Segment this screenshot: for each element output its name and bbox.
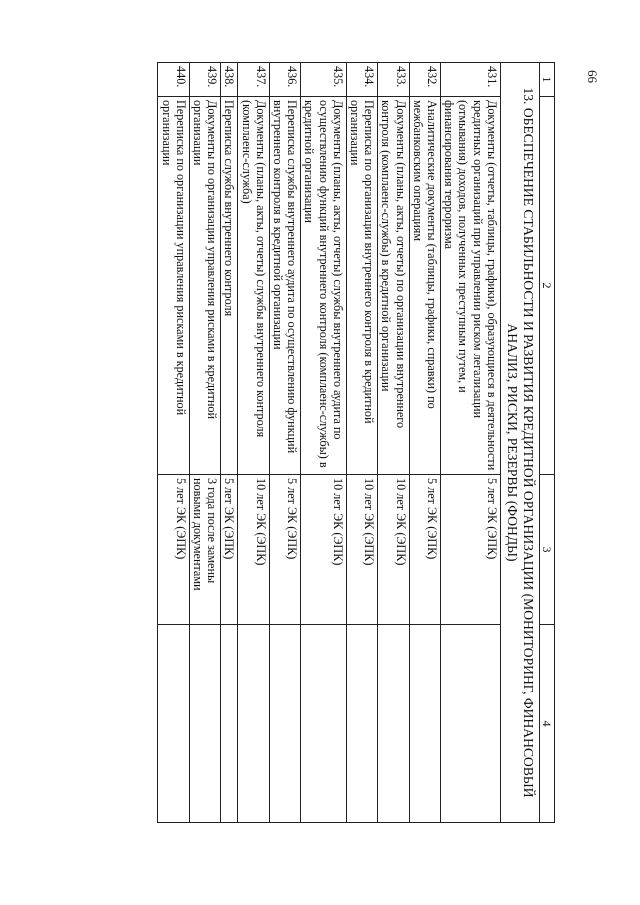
document-type: Документы (планы, акты, отчеты) службы внутреннего аудита по осуществлению функций внутреннего контроля (комплаенс-службы) в кредитной организации xyxy=(301,97,347,475)
rotated-table-container xyxy=(95,62,555,822)
note xyxy=(378,625,409,823)
retention-period: 5 лет ЭК (ЭПК) xyxy=(409,475,440,625)
document-type: Документы (отчеты, таблицы, графики), образующиеся в деятельности кредитных организаций при управлении риском легализации (отмывания) доходов, полученных преступным путем, и финансирования терроризма xyxy=(440,97,500,475)
document-type: Документы (планы, акты, отчеты) по организации внутреннего контроля (комплаенс-службы) в кредитной организации xyxy=(378,97,409,475)
retention-period: 10 лет ЭК (ЭПК) xyxy=(301,475,347,625)
document-type: Документы по организации управления рисками в кредитной организации xyxy=(189,97,220,475)
row-number: 433. xyxy=(378,63,409,97)
note xyxy=(346,625,377,823)
header-col-4: 4 xyxy=(539,625,554,823)
table-row xyxy=(158,63,189,823)
document-type: Переписка по организации управления рисками в кредитной организации xyxy=(158,97,189,475)
retention-period: 5 лет ЭК (ЭПК) xyxy=(158,475,189,625)
note xyxy=(221,625,238,823)
note xyxy=(440,625,500,823)
section-row xyxy=(500,63,539,823)
note xyxy=(269,625,300,823)
row-number: 438. xyxy=(221,63,238,97)
row-number: 432. xyxy=(409,63,440,97)
note xyxy=(158,625,189,823)
retention-period: 10 лет ЭК (ЭПК) xyxy=(378,475,409,625)
row-number: 431. xyxy=(440,63,500,97)
document-type: Переписка службы внутреннего аудита по осуществлению функций внутреннего контроля в кредитной организации xyxy=(269,97,300,475)
table-row xyxy=(221,63,238,823)
note xyxy=(189,625,220,823)
table-row xyxy=(440,63,500,823)
section-title: 13. ОБЕСПЕЧЕНИЕ СТАБИЛЬНОСТИ И РАЗВИТИЯ КРЕДИТНОЙ ОРГАНИЗАЦИИ (МОНИТОРИНГ, ФИНАНСОВЫЙ АНАЛИЗ, РИСКИ, РЕЗЕРВЫ (ФОНДЫ) xyxy=(500,63,539,823)
document-type: Аналитические документы (таблицы, графики, справки) по межбанковским операциям xyxy=(409,97,440,475)
table-row xyxy=(409,63,440,823)
row-number: 439. xyxy=(189,63,220,97)
table-row xyxy=(346,63,377,823)
note xyxy=(238,625,269,823)
retention-table xyxy=(157,62,555,823)
retention-period: 5 лет ЭК (ЭПК) xyxy=(269,475,300,625)
header-col-3: 3 xyxy=(539,475,554,625)
retention-period: 5 лет ЭК (ЭПК) xyxy=(221,475,238,625)
document-type: Документы (планы, акты, отчеты) службы внутреннего контроля (комплаенс-служба) xyxy=(238,97,269,475)
header-row xyxy=(539,63,554,823)
table-row xyxy=(378,63,409,823)
table-row xyxy=(301,63,347,823)
note xyxy=(301,625,347,823)
document-type: Переписка службы внутреннего контроля xyxy=(221,97,238,475)
row-number: 437. xyxy=(238,63,269,97)
row-number: 434. xyxy=(346,63,377,97)
table-row xyxy=(238,63,269,823)
page-number: 66 xyxy=(585,70,600,83)
table-row xyxy=(189,63,220,823)
header-col-1: 1 xyxy=(539,63,554,97)
retention-period: 3 года после замены новыми документами xyxy=(189,475,220,625)
header-col-2: 2 xyxy=(539,97,554,475)
note xyxy=(409,625,440,823)
retention-period: 10 лет ЭК (ЭПК) xyxy=(238,475,269,625)
document-type: Переписка по организации внутреннего контроля в кредитной организации xyxy=(346,97,377,475)
table-row xyxy=(269,63,300,823)
retention-period: 10 лет ЭК (ЭПК) xyxy=(346,475,377,625)
row-number: 435. xyxy=(301,63,347,97)
retention-period: 5 лет ЭК (ЭПК) xyxy=(440,475,500,625)
row-number: 440. xyxy=(158,63,189,97)
row-number: 436. xyxy=(269,63,300,97)
